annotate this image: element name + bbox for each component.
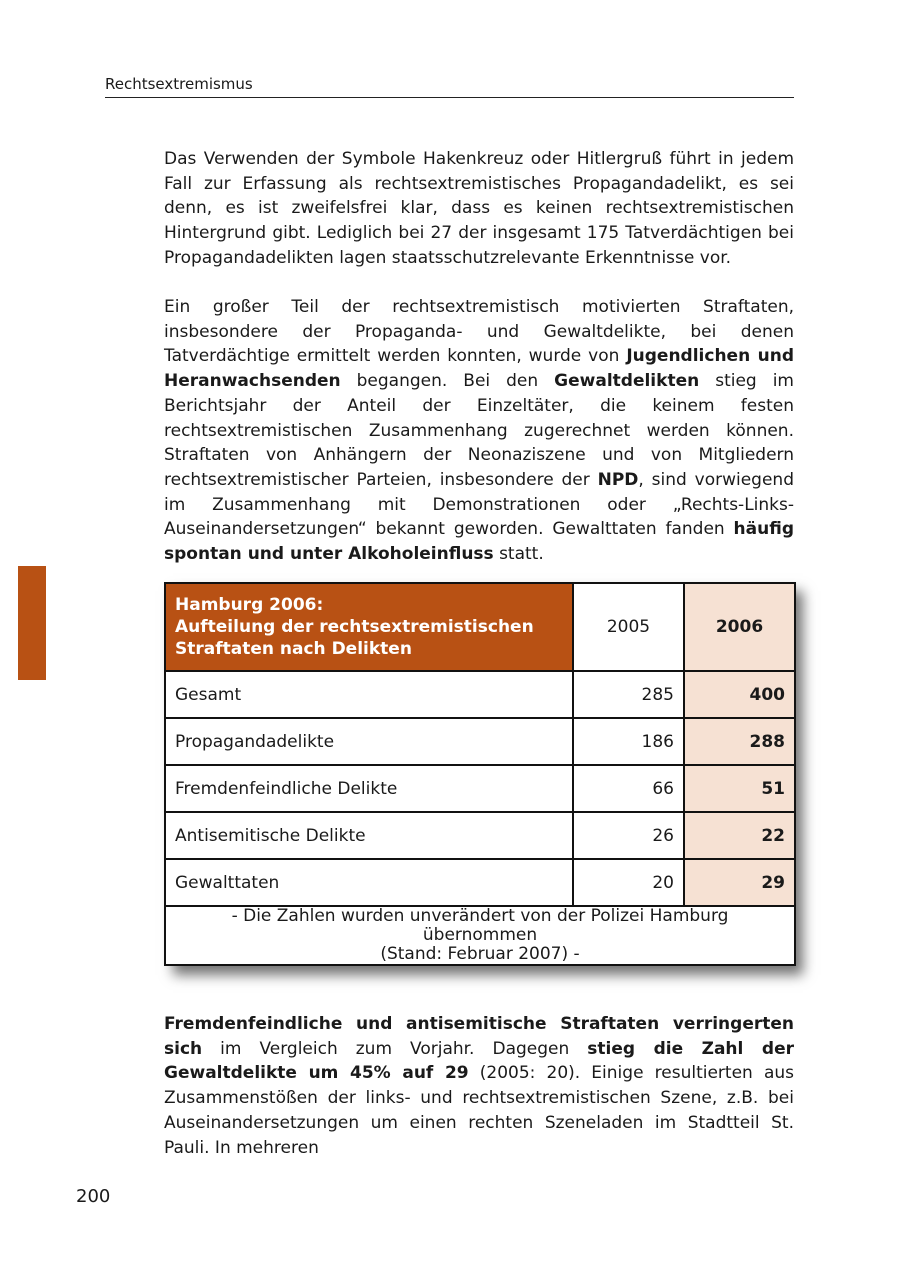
value-2005: 186 [573,718,684,765]
table-note-line-1: - Die Zahlen wurden unverändert von der Polizei Hamburg übernommen [231,906,729,945]
paragraph-3 [164,1012,794,1160]
table-title-line-3: Straftaten nach Delikten [175,639,412,659]
table-row [165,671,795,718]
table-title-line-1: Hamburg 2006: [175,595,324,615]
column-header-2005: 2005 [573,583,684,671]
bold-text-run: Fremdenfeindliche und antisemitische Straftaten verringerten sich [164,1014,794,1059]
chapter-tab-marker [18,566,46,680]
table-title-line-2: Aufteilung der rechtsextremistischen [175,617,534,637]
bold-text-run: NPD [597,469,639,490]
bold-text-run: Gewaltdelikten [554,371,700,392]
column-header-2006: 2006 [684,583,795,671]
paragraph-1 [164,147,794,271]
row-label: Fremdenfeindliche Delikte [165,765,573,812]
bold-text-run: Jugendlichen und Heranwachsenden [164,346,794,392]
value-2006: 22 [684,812,795,859]
text-run: Ein großer Teil der rechtsextremistisch motivierten Straftaten, insbesondere der Propaganda- und Gewaltdelikte, bei denen Tatverdächtige ermittelt werden konnten, wurde von [164,297,794,367]
row-label: Gesamt [165,671,573,718]
statistics-table-box [164,582,794,966]
value-2005: 20 [573,859,684,906]
text-run: , sind vorwiegend im Zusammenhang mit Demonstrationen oder „Rechts-Links-Auseinandersetzungen“ bekannt geworden. Gewalttaten fanden [164,469,794,540]
paragraph-2 [164,295,794,567]
text-run: (2005: 20). Einige resultierten aus Zusammenstößen der links- und rechtsextremistischen Szene, z.B. bei Auseinandersetzungen um einen rechten Szeneladen im Stadtteil St. Pauli. In mehreren [164,1063,794,1158]
running-head: Rechtsextremismus [105,74,794,98]
table-row [165,765,795,812]
text-run: im Vergleich zum Vorjahr. Dagegen [202,1038,588,1059]
bold-text-run: häufig spontan und unter Alkoholeinfluss [164,519,794,565]
value-2005: 26 [573,812,684,859]
paragraph-2-text [164,295,794,567]
value-2006: 400 [684,671,795,718]
table-row [165,718,795,765]
value-2006: 29 [684,859,795,906]
table-row [165,859,795,906]
table-note-line-2: (Stand: Februar 2007) - [380,944,580,964]
page-number: 200 [76,1186,111,1207]
paragraph-3-text [164,1012,794,1160]
text-run: statt. [493,544,544,565]
row-label: Propagandadelikte [165,718,573,765]
text-run: stieg im Berichtsjahr der Anteil der Einzeltäter, die keinem festen rechtsextremistischen Zusammenhang zugerechnet werden können. Straftaten von Anhängern der Neonaziszene und von Mitgliedern rechtsextremistischer Parteien, insbesondere der [164,371,794,490]
value-2006: 51 [684,765,795,812]
text-run: begangen. Bei den [340,371,555,392]
value-2005: 285 [573,671,684,718]
table-title-cell [165,583,573,671]
value-2006: 288 [684,718,795,765]
table-source-note [165,906,795,965]
row-label: Gewalttaten [165,859,573,906]
value-2005: 66 [573,765,684,812]
text-run: Das Verwenden der Symbole Hakenkreuz oder Hitlergruß führt in jedem Fall zur Erfassung als rechtsextremistisches Propagandadelikt, es sei denn, es ist zweifelsfrei klar, dass es keinen rechtsextremistischen Hintergrund gibt. Lediglich bei 27 der insgesamt 175 Tatverdächtigen bei Propagandadelikten lagen staatsschutzrelevante Erkenntnisse vor. [164,149,794,268]
statistics-table [164,582,796,966]
table-header-row [165,583,795,671]
table-note-row [165,906,795,965]
bold-text-run: stieg die Zahl der Gewaltdelikte um 45% auf 29 [164,1038,794,1084]
paragraph-1-text [164,147,794,271]
table-row [165,812,795,859]
row-label: Antisemitische Delikte [165,812,573,859]
